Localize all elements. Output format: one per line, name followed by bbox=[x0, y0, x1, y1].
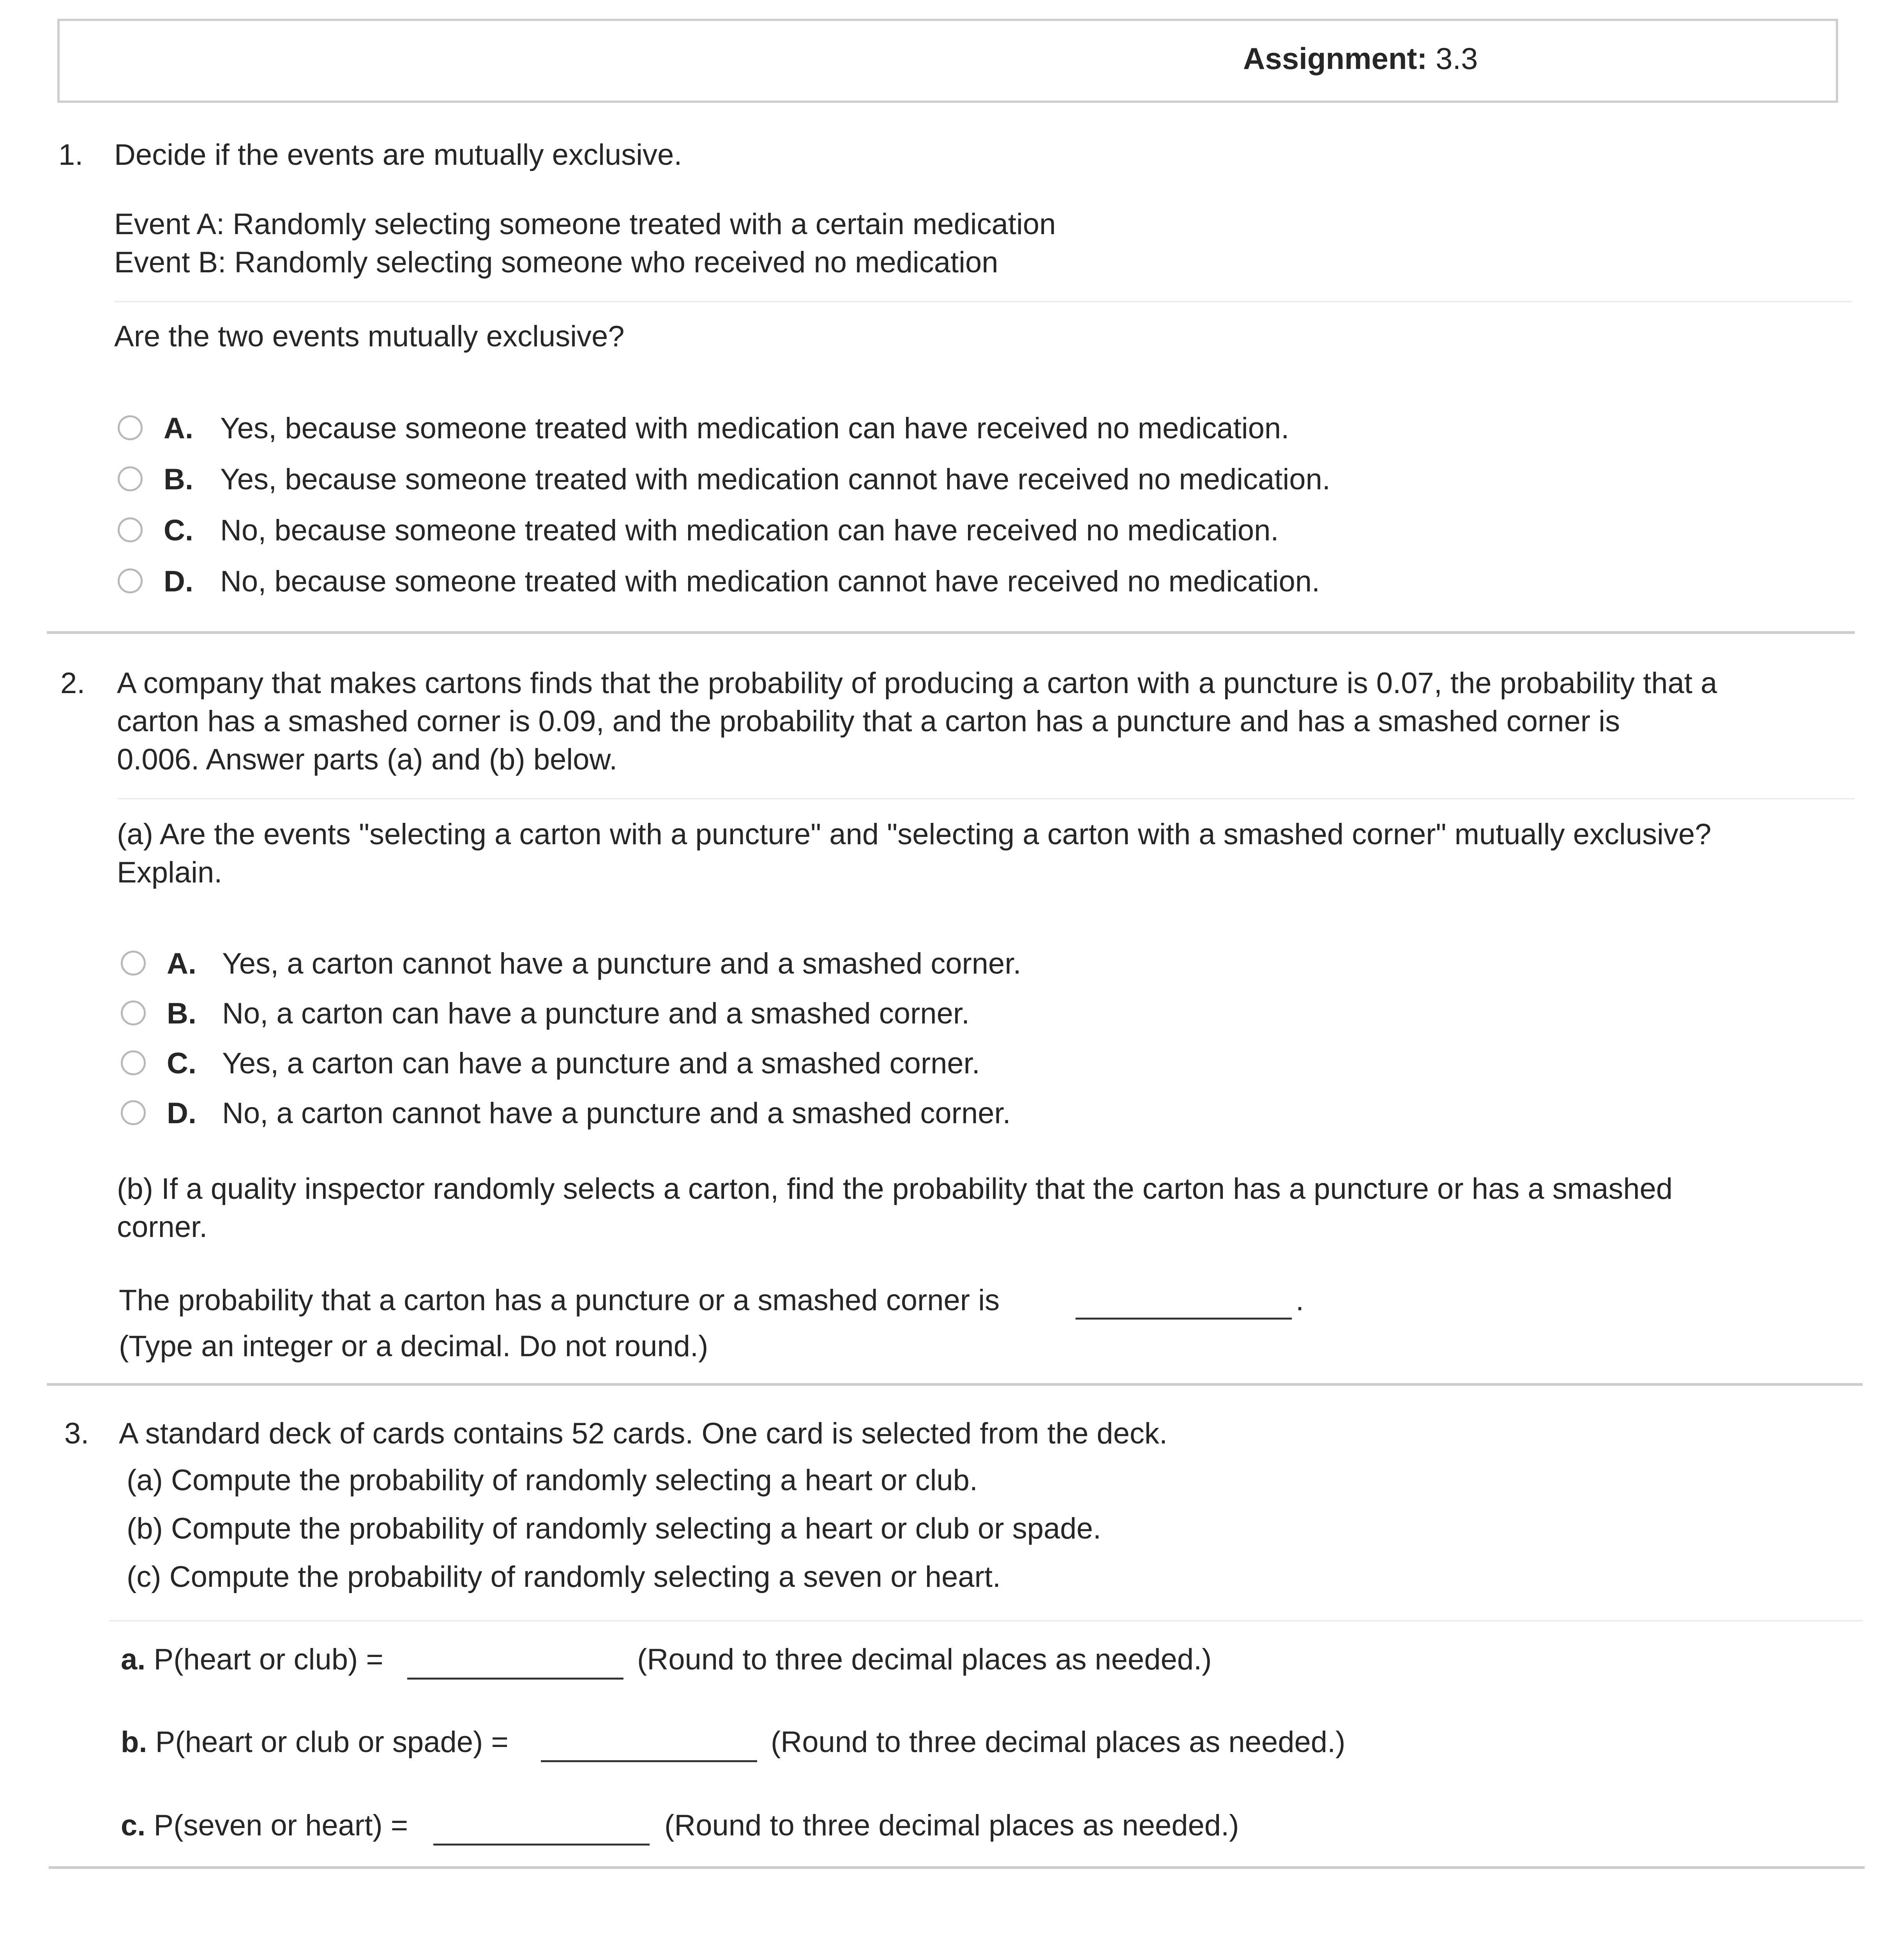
q2-option-b-radio[interactable] bbox=[121, 1000, 146, 1025]
q3-answer-b-expr: P(heart or club or spade) = bbox=[155, 1726, 509, 1759]
q1-option-a-text[interactable]: Yes, because someone treated with medication can have received no medication. bbox=[220, 412, 1289, 445]
q3-sub-c: (c) Compute the probability of randomly selecting a seven or heart. bbox=[127, 1560, 1001, 1593]
q3-prompt: A standard deck of cards contains 52 cards. One card is selected from the deck. bbox=[119, 1417, 1167, 1450]
q1-end-divider bbox=[47, 631, 1855, 634]
q3-answer-c-label: c. bbox=[121, 1809, 146, 1842]
q3-answer-a-label: a. bbox=[121, 1643, 146, 1676]
q1-option-d-radio[interactable] bbox=[118, 568, 143, 593]
q3-answer-c-row bbox=[121, 1811, 408, 1840]
q1-event-a: Event A: Randomly selecting someone treated with a certain medication bbox=[114, 208, 1056, 241]
q3-number: 3. bbox=[64, 1417, 89, 1450]
q3-end-divider bbox=[49, 1866, 1865, 1869]
q2-option-a-radio[interactable] bbox=[121, 951, 146, 976]
q2-option-c-radio[interactable] bbox=[121, 1050, 146, 1075]
q1-prompt: Decide if the events are mutually exclusive. bbox=[114, 138, 682, 171]
q3-answer-a-row bbox=[121, 1645, 383, 1675]
q1-option-c-radio[interactable] bbox=[118, 517, 143, 542]
q2-option-c-text[interactable]: Yes, a carton can have a puncture and a smashed corner. bbox=[222, 1047, 980, 1080]
q1-number: 1. bbox=[58, 138, 83, 171]
q3-answer-c-input[interactable] bbox=[433, 1844, 650, 1846]
q2-prompt-line-1: A company that makes cartons finds that the probability of producing a carton with a puncture is 0.07, the probability that a bbox=[117, 667, 1717, 700]
q3-answer-a-input[interactable] bbox=[407, 1678, 623, 1680]
q2-prompt-line-3: 0.006. Answer parts (a) and (b) below. bbox=[117, 743, 618, 776]
q2-answer-input[interactable] bbox=[1076, 1318, 1292, 1320]
q1-option-d-text[interactable]: No, because someone treated with medication cannot have received no medication. bbox=[220, 565, 1320, 598]
assignment-label-group bbox=[1243, 41, 1478, 76]
q2-answer-period: . bbox=[1296, 1284, 1304, 1317]
q2-option-d-text[interactable]: No, a carton cannot have a puncture and a smashed corner. bbox=[222, 1097, 1011, 1130]
q2-part-a-line-2: Explain. bbox=[117, 856, 223, 889]
q1-option-a-letter: A. bbox=[164, 412, 193, 445]
q1-option-a-radio[interactable] bbox=[118, 415, 143, 440]
q3-answer-a-note: (Round to three decimal places as needed.) bbox=[637, 1643, 1212, 1676]
q3-answer-b-input[interactable] bbox=[541, 1760, 757, 1762]
q3-divider bbox=[109, 1620, 1863, 1622]
q3-answer-b-label: b. bbox=[121, 1726, 147, 1759]
q2-prompt-line-2: carton has a smashed corner is 0.09, and the probability that a carton has a puncture and has a smashed corner is bbox=[117, 705, 1620, 738]
q3-answer-a-expr: P(heart or club) = bbox=[154, 1643, 383, 1676]
q3-answer-c-note: (Round to three decimal places as needed.) bbox=[664, 1809, 1239, 1842]
q2-part-b-line-1: (b) If a quality inspector randomly selects a carton, find the probability that the carton has a puncture or has a smashed bbox=[117, 1172, 1673, 1205]
q1-option-b-radio[interactable] bbox=[118, 466, 143, 491]
q2-option-a-text[interactable]: Yes, a carton cannot have a puncture and a smashed corner. bbox=[222, 947, 1021, 980]
q2-answer-prompt: The probability that a carton has a puncture or a smashed corner is bbox=[119, 1284, 1000, 1317]
q3-answer-b-row bbox=[121, 1727, 509, 1757]
q2-option-a-letter: A. bbox=[167, 947, 196, 980]
q2-option-c-letter: C. bbox=[167, 1047, 196, 1080]
q2-option-d-letter: D. bbox=[167, 1097, 196, 1130]
assignment-header bbox=[57, 19, 1838, 103]
assignment-label: Assignment: bbox=[1243, 41, 1427, 76]
q1-option-b-text[interactable]: Yes, because someone treated with medication cannot have received no medication. bbox=[220, 463, 1330, 496]
q2-end-divider bbox=[47, 1383, 1863, 1386]
assignment-value: 3.3 bbox=[1436, 41, 1478, 76]
q1-event-b: Event B: Randomly selecting someone who received no medication bbox=[114, 246, 998, 279]
q2-option-d-radio[interactable] bbox=[121, 1100, 146, 1125]
q2-answer-note: (Type an integer or a decimal. Do not round.) bbox=[119, 1330, 708, 1363]
q2-option-b-letter: B. bbox=[167, 997, 196, 1030]
q3-answer-b-note: (Round to three decimal places as needed.) bbox=[771, 1726, 1346, 1759]
q3-sub-a: (a) Compute the probability of randomly selecting a heart or club. bbox=[127, 1464, 978, 1497]
q1-question: Are the two events mutually exclusive? bbox=[114, 320, 625, 353]
q3-sub-b: (b) Compute the probability of randomly selecting a heart or club or spade. bbox=[127, 1512, 1101, 1545]
q1-option-b-letter: B. bbox=[164, 463, 193, 496]
q3-answer-c-expr: P(seven or heart) = bbox=[154, 1809, 408, 1842]
q2-divider bbox=[117, 798, 1855, 799]
q1-divider bbox=[114, 301, 1852, 302]
q1-option-d-letter: D. bbox=[164, 565, 193, 598]
q1-option-c-text[interactable]: No, because someone treated with medication can have received no medication. bbox=[220, 514, 1279, 547]
q2-part-b-line-2: corner. bbox=[117, 1210, 208, 1244]
q2-part-a-line-1: (a) Are the events "selecting a carton with a puncture" and "selecting a carton with a smashed corner" mutually exclusive? bbox=[117, 818, 1711, 851]
q2-number: 2. bbox=[60, 667, 85, 700]
q2-option-b-text[interactable]: No, a carton can have a puncture and a smashed corner. bbox=[222, 997, 970, 1030]
q1-option-c-letter: C. bbox=[164, 514, 193, 547]
